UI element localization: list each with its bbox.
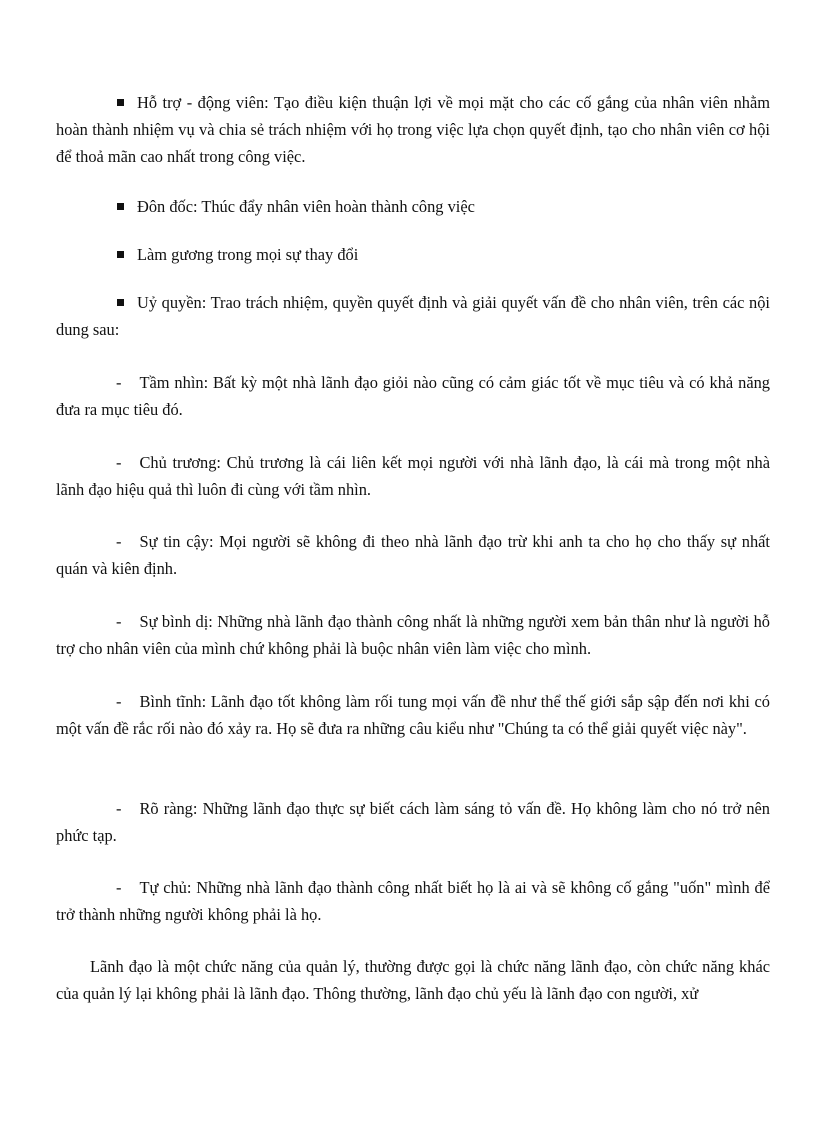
sub-item-text: Tự chủ: Những nhà lãnh đạo thành công nhất biết họ là ai và sẽ không cố gắng "uốn" mình để trở thành những người không phải là họ.	[56, 878, 770, 924]
sub-item-trust	[56, 528, 770, 582]
bullet-text: Uỷ quyền: Trao trách nhiệm, quyền quyết định và giải quyết vấn đề cho nhân viên, trên các nội dung sau:	[56, 293, 770, 339]
sub-item-text: Sự bình dị: Những nhà lãnh đạo thành công nhất là những người xem bản thân như là người hỗ trợ cho nhân viên của mình chứ không phải là buộc nhân viên làm việc cho mình.	[56, 612, 770, 658]
dash-marker: -	[116, 532, 122, 551]
dash-marker: -	[116, 878, 122, 897]
square-bullet-icon	[117, 251, 124, 258]
bullet-text: Làm gương trong mọi sự thay đổi	[137, 245, 359, 264]
dash-marker: -	[116, 799, 122, 818]
sub-item-policy	[56, 449, 770, 503]
closing-paragraph	[56, 953, 770, 1007]
sub-item-calm	[56, 688, 770, 742]
sub-item-modesty	[56, 608, 770, 662]
bullet-item-example	[56, 241, 770, 268]
sub-item-clarity	[56, 795, 770, 849]
sub-item-text: Tầm nhìn: Bất kỳ một nhà lãnh đạo giỏi nào cũng có cảm giác tốt về mục tiêu và có khả năng đưa ra mục tiêu đó.	[56, 373, 770, 419]
dash-marker: -	[116, 373, 122, 392]
sub-item-vision	[56, 369, 770, 423]
bullet-item-delegation	[56, 289, 770, 343]
dash-marker: -	[116, 453, 122, 472]
bullet-text: Hỗ trợ - động viên: Tạo điều kiện thuận lợi về mọi mặt cho các cố gắng của nhân viên nhằm hoàn thành nhiệm vụ và chia sẻ trách nhiệm với họ trong việc lựa chọn quyết định, tạo cho nhân viên cơ hội để thoả mãn cao nhất trong công việc.	[56, 93, 770, 166]
closing-paragraph-text: Lãnh đạo là một chức năng của quản lý, thường được gọi là chức năng lãnh đạo, còn chức năng khác của quản lý lại không phải là lãnh đạo. Thông thường, lãnh đạo chủ yếu là lãnh đạo con người, xử	[56, 957, 770, 1003]
sub-item-text: Rõ ràng: Những lãnh đạo thực sự biết cách làm sáng tỏ vấn đề. Họ không làm cho nó trở nên phức tạp.	[56, 799, 770, 845]
sub-item-text: Bình tĩnh: Lãnh đạo tốt không làm rối tung mọi vấn đề như thể thế giới sắp sập đến nơi khi có một vấn đề rắc rối nào đó xảy ra. Họ sẽ đưa ra những câu kiểu như "Chúng ta có thể giải quyết việc này".	[56, 692, 770, 738]
sub-item-text: Chủ trương: Chủ trương là cái liên kết mọi người với nhà lãnh đạo, là cái mà trong một nhà lãnh đạo hiệu quả thì luôn đi cùng với tầm nhìn.	[56, 453, 770, 499]
bullet-item-support	[56, 89, 770, 170]
bullet-item-urge	[56, 193, 770, 220]
dash-marker: -	[116, 692, 122, 711]
square-bullet-icon	[117, 99, 124, 106]
sub-item-self-control	[56, 874, 770, 928]
square-bullet-icon	[117, 203, 124, 210]
square-bullet-icon	[117, 299, 124, 306]
sub-item-text: Sự tin cậy: Mọi người sẽ không đi theo nhà lãnh đạo trừ khi anh ta cho họ cho thấy sự nhất quán và kiên định.	[56, 532, 770, 578]
dash-marker: -	[116, 612, 122, 631]
bullet-text: Đôn đốc: Thúc đẩy nhân viên hoàn thành công việc	[137, 197, 475, 216]
